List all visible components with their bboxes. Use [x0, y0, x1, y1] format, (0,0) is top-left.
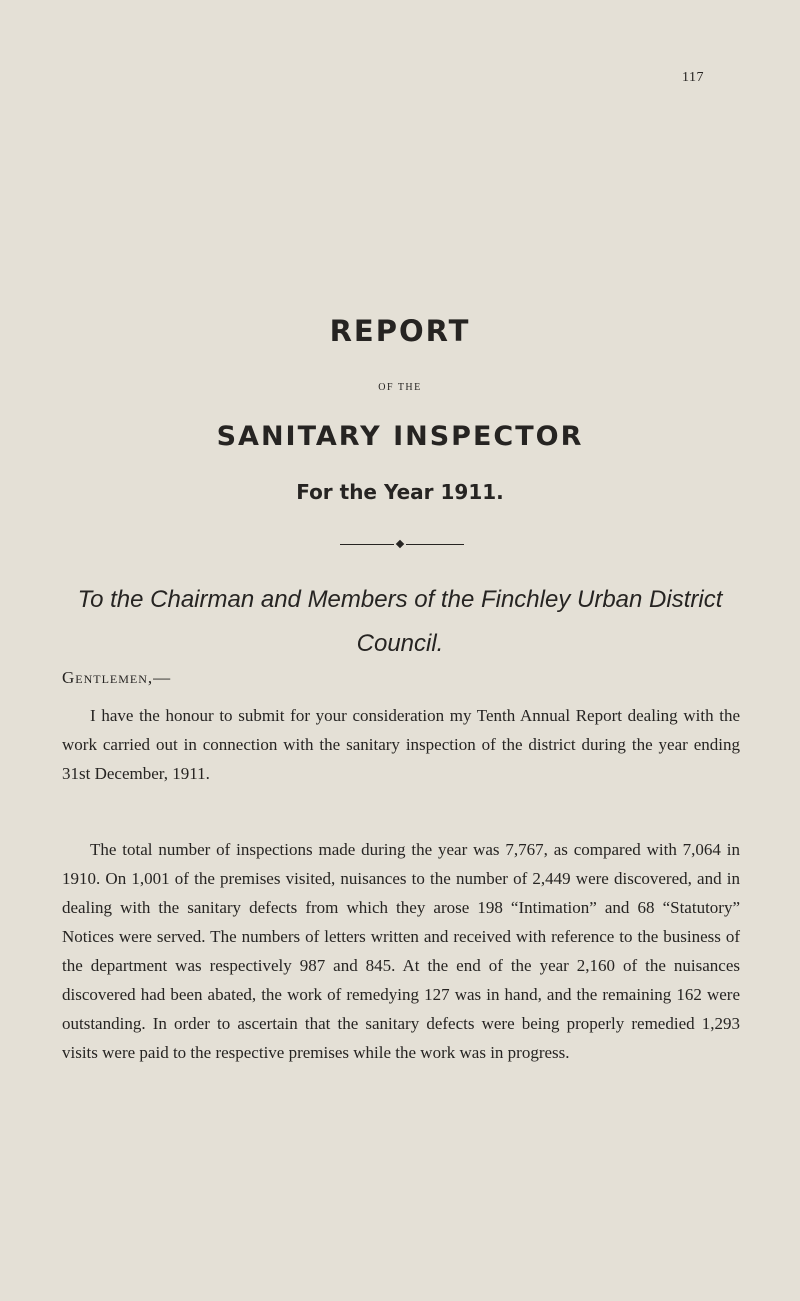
- body-paragraph-intro: I have the honour to submit for your consideration my Tenth Annual Report dealing with the work carried out in connection with the sanitary inspection of the district during the year ending 31st December, 1911.: [62, 706, 740, 783]
- diamond-icon: [396, 540, 404, 548]
- salutation: Gentlemen,—: [62, 668, 172, 687]
- report-year: For the Year 1911.: [296, 480, 504, 504]
- divider-line-left: [340, 544, 394, 545]
- body-paragraph-inspections: The total number of inspections made during the year was 7,767, as compared with 7,064 in 1910. On 1,001 of the premises visited, nuisances to the number of 2,449 were discovered, and in dealing with the sanitary defects from which they arose 198 “Intimation” and 68 “Statutory” Notices were served. The numbers of letters written and received with reference to the business of the department was respectively 987 and 845. At the end of the year 2,160 of the nuisances discovered had been abated, the work of remedying 127 was in hand, and the remaining 162 were outstanding. In order to ascertain that the sanitary defects were being properly remedied 1,293 visits were paid to the respective premises while the work was in progress.: [62, 840, 740, 1062]
- report-subtitle-connector: OF THE: [378, 382, 422, 393]
- divider-line-right: [406, 544, 464, 545]
- sanitary-inspector-title: SANITARY INSPECTOR: [216, 421, 584, 452]
- address-line: To the Chairman and Members of the Finchley Urban District Council.: [77, 586, 723, 657]
- report-title: REPORT: [329, 314, 471, 348]
- page-number: 117: [682, 70, 704, 85]
- divider-ornament: [340, 539, 464, 551]
